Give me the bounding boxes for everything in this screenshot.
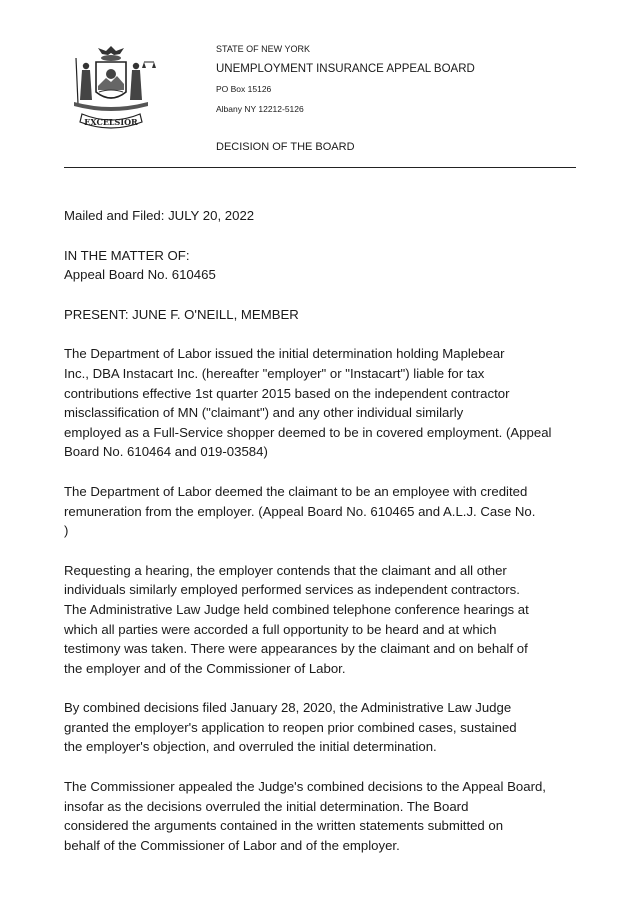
mailed-date: Mailed and Filed: JULY 20, 2022 xyxy=(64,208,255,223)
paragraph-combined-decisions: By combined decisions filed January 28, 2020, the Administrative Law Judge granted the employer's application to reopen prior combined cases, sustained the employer's objection, and overruled the initial determination. xyxy=(64,700,517,755)
state-name: STATE OF NEW YORK xyxy=(216,44,311,54)
new-york-state-seal-icon xyxy=(62,44,160,136)
seal-motto: EXCELSIOR xyxy=(84,117,138,127)
decision-body xyxy=(64,206,554,855)
header-divider xyxy=(64,167,576,168)
paragraph-claimant-employee: The Department of Labor deemed the claimant to be an employee with credited remuneration from the employer. (Appeal Board No. 610465 and A.L.J. Case No. ) xyxy=(64,483,536,539)
board-name: UNEMPLOYMENT INSURANCE APPEAL BOARD xyxy=(216,63,475,75)
city-address: Albany NY 12212-5126 xyxy=(216,104,304,114)
appeal-number: Appeal Board No. 610465 xyxy=(64,267,216,283)
present-member: PRESENT: JUNE F. O'NEILL, MEMBER xyxy=(64,306,299,322)
paragraph-commissioner-appeal: The Commissioner appealed the Judge's combined decisions to the Appeal Board, insofar as the decisions overruled the initial determination. The Board considered the arguments contained in the written statements submitted on behalf of the Commissioner of Labor and of the employer. xyxy=(64,779,546,853)
paragraph-initial-determination: The Department of Labor issued the initial determination holding Maplebear Inc., DBA Instacart Inc. (hereafter "employer" or "Instacart") liable for tax contributions effective 1st quarter 2015 based on the independent contractor misclassification of MN ("claimant") and any other individual similarly employed as a Full-Service shopper deemed to be in covered employment. (Appeal Board No. 610464 and 019-03584) xyxy=(64,346,552,460)
po-box: PO Box 15126 xyxy=(216,84,272,94)
matter-label: IN THE MATTER OF: xyxy=(64,247,190,263)
paragraph-hearing: Requesting a hearing, the employer contends that the claimant and all other individuals similarly employed performed services as independent contractors. The Administrative Law Judge held combined telephone conference hearings at which all parties were accorded a full opportunity to be heard and at which testimony was taken. There were appearances by the claimant and on behalf of the employer and of the Commissioner of Labor. xyxy=(64,562,529,676)
decision-title: DECISION OF THE BOARD xyxy=(216,141,355,153)
